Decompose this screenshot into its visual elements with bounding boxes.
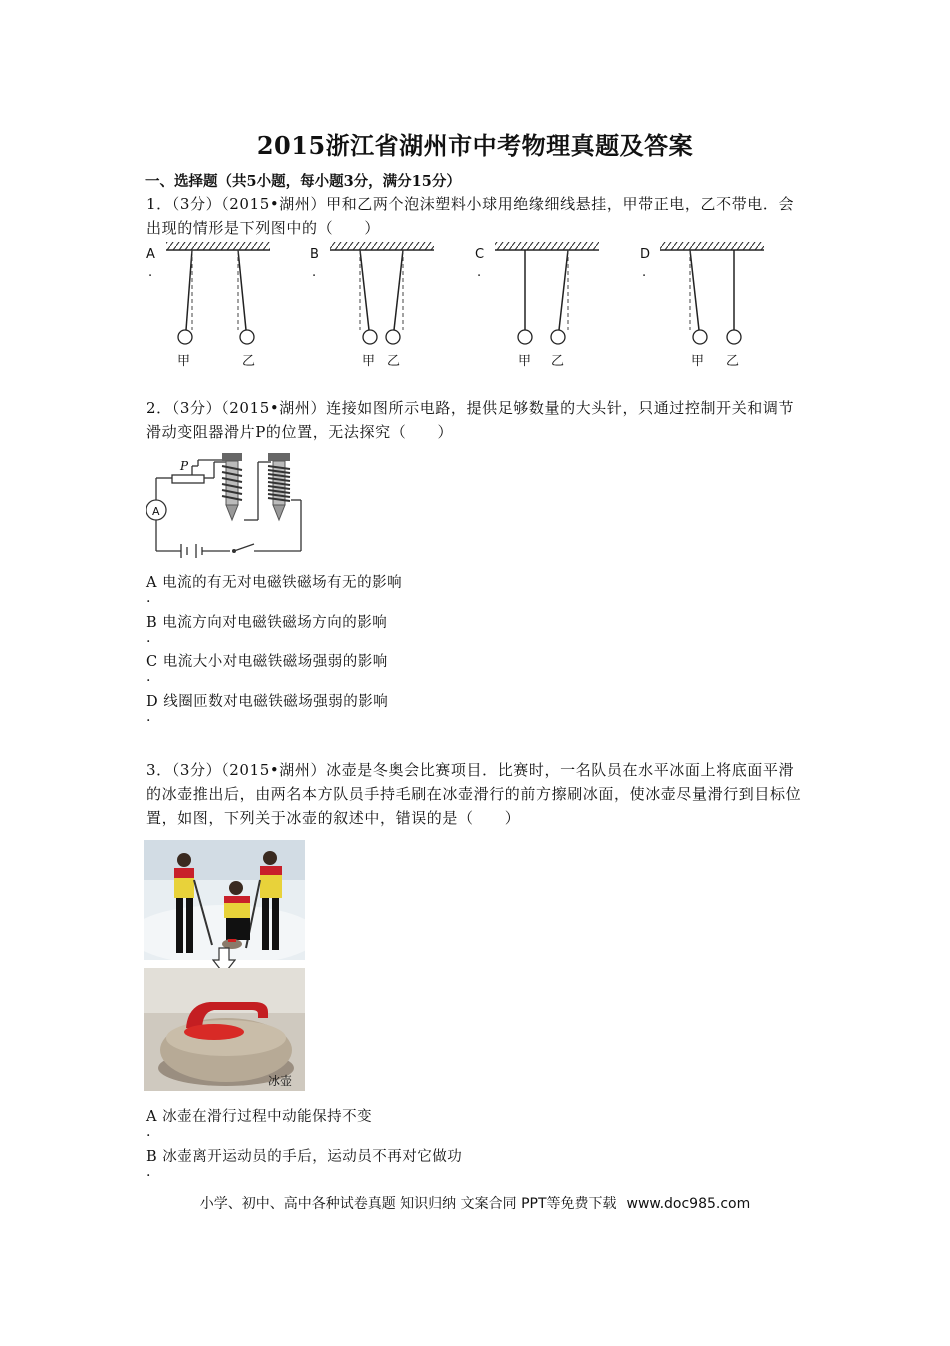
page-title: 2015浙江省湖州市中考物理真题及答案 [256,131,694,160]
option-dot: . [146,590,151,606]
option-dot: . [642,265,647,280]
slider-label-p: P [180,459,189,473]
footer-url-link[interactable]: www.doc985.com [626,1196,751,1212]
question-1-figures [140,238,780,373]
q3-option-b: B 冰壶离开运动员的手后，运动员不再对它做功 [146,1149,463,1165]
option-dot: . [146,1124,151,1140]
option-letter: A [146,247,155,262]
question-1-text: 1．（3分）（2015•湖州）甲和乙两个泡沫塑料小球用绝缘细线悬挂，甲带正电，乙不带电．会出现的情形是下列图中的（ ） [146,195,795,237]
q2-option-b: B 电流方向对电磁铁磁场方向的影响 [146,615,388,631]
option-dot: . [146,669,151,685]
ball-label-yi: 乙 [242,354,256,369]
section-heading: 一、选择题（共5小题，每小题3分，满分15分） [145,173,461,190]
ball-label-yi: 乙 [551,354,565,369]
page-footer [0,1193,950,1213]
figure-a [146,242,270,369]
photo-caption: 冰壶 [268,1074,293,1088]
q2-option-a: A 电流的有无对电磁铁磁场有无的影响 [146,575,403,591]
curling-players-photo [144,840,305,960]
question-2-circuit-diagram [146,448,311,558]
option-dot: . [312,265,317,280]
ball-label-jia: 甲 [177,354,191,369]
option-letter: C [475,247,485,262]
q2-option-c: C 电流大小对电磁铁磁场强弱的影响 [146,654,388,670]
q2-option-d: D 线圈匝数对电磁铁磁场强弱的影响 [146,694,389,710]
ball-label-jia: 甲 [691,354,705,369]
option-dot: . [146,630,151,646]
q3-option-a: A 冰壶在滑行过程中动能保持不变 [146,1109,373,1125]
ammeter-label: A [152,505,160,518]
ball-label-jia: 甲 [518,354,532,369]
ball-label-yi: 乙 [726,354,740,369]
figure-c [475,242,599,369]
option-letter: D [640,247,651,262]
option-dot: . [477,265,482,280]
option-letter: B [310,247,319,262]
question-3-text: 3．（3分）（2015•湖州）冰壶是冬奥会比赛项目．比赛时，一名队员在水平冰面上将底面平滑的冰壶推出后，由两名本方队员手持毛刷在冰壶滑行的前方擦刷冰面，使冰壶尽量滑行到目标位置，如图，下列关于冰壶的叙述中，错误的是（ ） [146,761,802,827]
ball-label-yi: 乙 [387,354,401,369]
footer-text: 小学、初中、高中各种试卷真题 知识归纳 文案合同 PPT等免费下载 [199,1196,617,1212]
ball-label-jia: 甲 [362,354,376,369]
question-2-text: 2．（3分）（2015•湖州）连接如图所示电路，提供足够数量的大头针，只通过控制开关和调节滑动变阻器滑片P的位置，无法探究（ ） [146,399,795,441]
curling-stone-photo [144,968,305,1091]
figure-b [310,242,434,369]
option-dot: . [146,709,151,725]
option-dot: . [148,265,153,280]
figure-d [640,242,764,369]
electromagnet-right [268,453,290,520]
option-dot: . [146,1164,151,1180]
electromagnet-left [222,453,242,520]
